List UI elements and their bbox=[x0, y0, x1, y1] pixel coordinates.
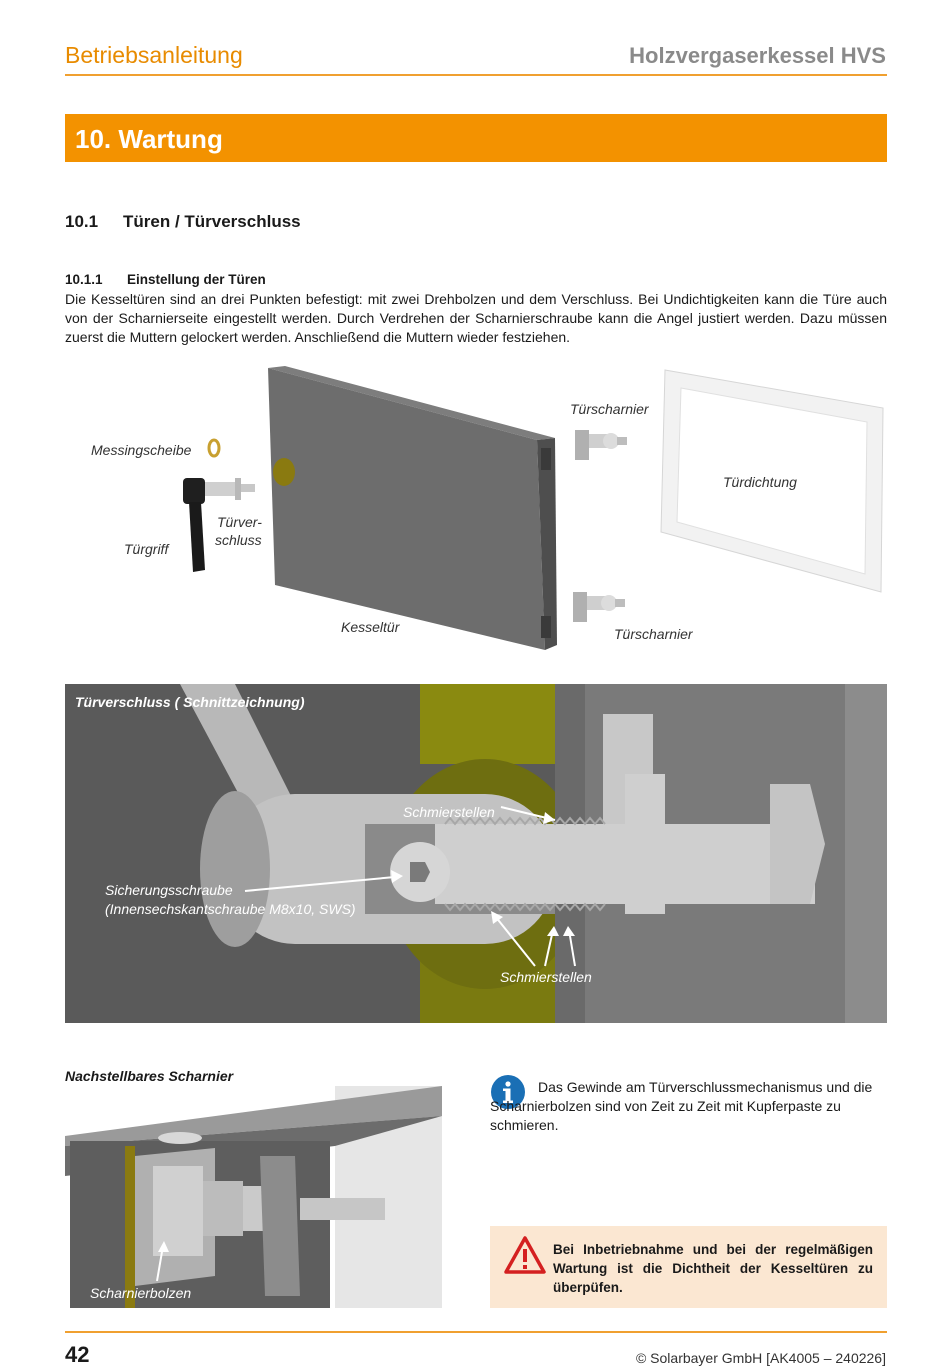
label-tuerverschluss-line2: schluss bbox=[215, 532, 262, 548]
label-messingscheibe: Messingscheibe bbox=[91, 442, 192, 458]
label-sicherungsschraube-line2: (Innensechskantschraube M8x10, SWS) bbox=[105, 901, 356, 917]
exploded-door-drawing bbox=[65, 360, 887, 660]
header-rule bbox=[65, 74, 887, 76]
hinge-figure-title: Nachstellbares Scharnier bbox=[65, 1068, 234, 1084]
warning-text: Bei Inbetriebnahme und bei der regelmäßigen Wartung ist die Dichtheit der Kesseltüren zu überpüfen. bbox=[553, 1242, 873, 1295]
chapter-title: 10. Wartung bbox=[75, 124, 223, 154]
label-tuerscharnier-top: Türscharnier bbox=[570, 401, 649, 417]
footer-copyright: © Solarbayer GmbH [AK4005 – 240226] bbox=[635, 1350, 886, 1366]
label-tuerscharnier-bottom: Türscharnier bbox=[614, 626, 693, 642]
label-tuergriff: Türgriff bbox=[124, 541, 169, 557]
section-heading bbox=[65, 212, 301, 232]
header-product-name: Holzvergaserkessel HVS bbox=[629, 43, 886, 68]
chapter-banner bbox=[65, 114, 887, 162]
header-doc-type: Betriebsanleitung bbox=[65, 42, 243, 68]
page-number: 42 bbox=[65, 1342, 90, 1367]
label-sicherungsschraube-line1: Sicherungsschraube bbox=[105, 882, 233, 898]
lock-section-figure bbox=[65, 684, 887, 1023]
label-schmierstellen-bottom: Schmierstellen bbox=[500, 969, 592, 985]
label-kesseltuer: Kesseltür bbox=[341, 619, 400, 635]
warning-icon bbox=[504, 1236, 546, 1274]
section-figure-title: Türverschluss ( Schnittzeichnung) bbox=[75, 694, 305, 710]
section-title: Türen / Türverschluss bbox=[123, 212, 301, 231]
subsection-title: Einstellung der Türen bbox=[127, 272, 266, 287]
label-tuerdichtung: Türdichtung bbox=[723, 474, 797, 490]
exploded-door-figure bbox=[65, 360, 887, 660]
info-note-text: Das Gewinde am Türverschlussmechanismus und die Scharnierbolzen sind von Zeit zu Zeit mit Kupferpaste zu schmieren. bbox=[490, 1079, 873, 1133]
label-tuerverschluss-line1: Türver- bbox=[217, 514, 262, 530]
footer-rule bbox=[65, 1331, 887, 1333]
label-schmierstellen-top: Schmierstellen bbox=[403, 804, 495, 820]
hinge-drawing bbox=[65, 1086, 442, 1308]
warning-box bbox=[490, 1226, 887, 1308]
subsection-number: 10.1.1 bbox=[65, 272, 103, 287]
subsection-paragraph: Die Kesseltüren sind an drei Punkten befestigt: mit zwei Drehbolzen und dem Verschluss. Bei Undichtigkeiten kann die Türe auch von der Scharnierseite eingestellt werden. Durch Verdrehen der Scharnierschraube kann die Angel justiert werden. Dazu müssen zuerst die Muttern gelockert werden. Anschließend die Muttern wieder festziehen. bbox=[65, 291, 887, 345]
lock-section-drawing bbox=[65, 684, 887, 1023]
section-number: 10.1 bbox=[65, 212, 99, 231]
subsection-heading bbox=[65, 272, 266, 287]
label-scharnierbolzen: Scharnierbolzen bbox=[90, 1285, 192, 1301]
hinge-figure bbox=[65, 1086, 442, 1308]
